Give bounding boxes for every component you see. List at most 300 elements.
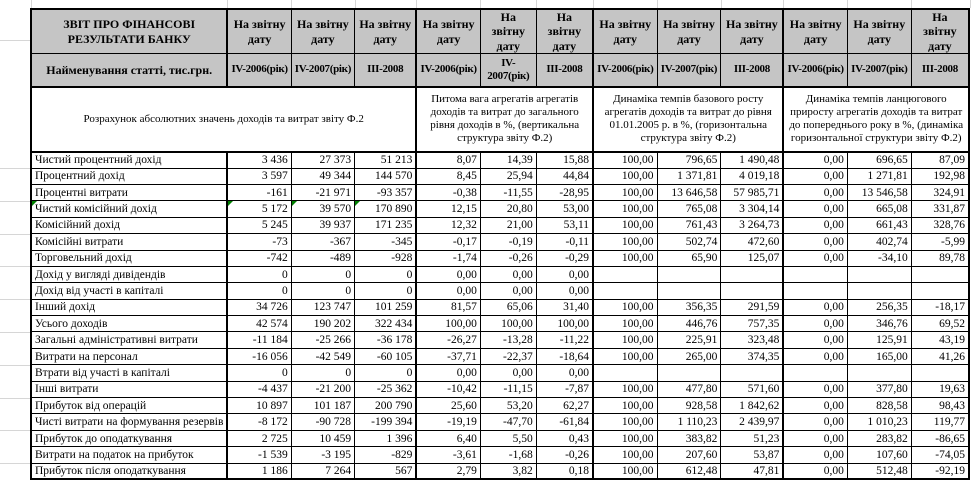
value-cell[interactable]: 283,82 [847, 430, 911, 446]
value-cell[interactable]: 100,00 [593, 234, 657, 250]
period-header-cell[interactable]: III-2008 [355, 54, 417, 87]
value-cell[interactable]: 171 235 [355, 217, 417, 233]
value-cell[interactable]: 0,18 [536, 463, 593, 479]
value-cell[interactable]: 3 436 [227, 152, 291, 168]
value-cell[interactable]: 1 010,23 [847, 414, 911, 430]
value-cell[interactable]: -16 056 [227, 348, 291, 364]
value-cell[interactable]: 502,74 [657, 234, 721, 250]
value-cell[interactable]: 101 259 [355, 299, 417, 315]
date-header-cell[interactable]: На звітну дату [227, 9, 291, 54]
value-cell[interactable]: 39 570 [291, 201, 354, 217]
name-header-cell[interactable]: Найменування статті, тис.грн. [31, 54, 227, 87]
value-cell[interactable]: 3 304,14 [721, 201, 784, 217]
value-cell[interactable] [593, 365, 657, 381]
value-cell[interactable]: 665,08 [847, 201, 911, 217]
value-cell[interactable]: 125,07 [721, 250, 784, 266]
value-cell[interactable]: -28,95 [536, 184, 593, 200]
value-cell[interactable]: 2 725 [227, 430, 291, 446]
value-cell[interactable]: -829 [355, 447, 417, 463]
value-cell[interactable]: 6,40 [416, 430, 480, 446]
value-cell[interactable]: -0,26 [480, 250, 536, 266]
value-cell[interactable]: 2 439,97 [721, 414, 784, 430]
row-label-cell[interactable]: Усього доходів [31, 316, 227, 332]
value-cell[interactable]: 100,00 [593, 332, 657, 348]
date-header-cell[interactable]: На звітну дату [783, 9, 847, 54]
value-cell[interactable]: 125,91 [847, 332, 911, 348]
value-cell[interactable]: 43,19 [911, 332, 969, 348]
row-label-cell[interactable]: Дохід у вигляді дивідендів [31, 266, 227, 282]
value-cell[interactable] [721, 266, 784, 282]
value-cell[interactable]: -26,27 [416, 332, 480, 348]
value-cell[interactable]: 571,60 [721, 381, 784, 397]
value-cell[interactable]: 5,50 [480, 430, 536, 446]
value-cell[interactable]: 39 937 [291, 217, 354, 233]
table-row [31, 414, 969, 430]
value-cell[interactable]: 512,48 [847, 463, 911, 479]
row-label-cell[interactable]: Комісійний дохід [31, 217, 227, 233]
value-cell[interactable]: -367 [291, 234, 354, 250]
value-cell[interactable]: 324,91 [911, 184, 969, 200]
value-cell[interactable]: 567 [355, 463, 417, 479]
value-cell[interactable]: -90 728 [291, 414, 354, 430]
value-cell[interactable]: 20,80 [480, 201, 536, 217]
value-cell[interactable]: 446,76 [657, 316, 721, 332]
value-cell[interactable]: 761,43 [657, 217, 721, 233]
value-cell[interactable]: -742 [227, 250, 291, 266]
value-cell[interactable]: 374,35 [721, 348, 784, 364]
value-cell[interactable]: -74,05 [911, 447, 969, 463]
value-cell[interactable]: 0,00 [536, 365, 593, 381]
value-cell[interactable]: 62,27 [536, 398, 593, 414]
value-cell[interactable]: 1 110,23 [657, 414, 721, 430]
value-cell[interactable]: 100,00 [416, 316, 480, 332]
value-cell[interactable]: 100,00 [536, 316, 593, 332]
value-cell[interactable]: 0,43 [536, 430, 593, 446]
value-cell[interactable]: 1 186 [227, 463, 291, 479]
row-label-cell[interactable]: Прибуток від операцій [31, 398, 227, 414]
period-header-cell[interactable]: IV-2007(рік) [480, 54, 536, 87]
gridline [0, 430, 30, 431]
value-cell[interactable]: 0 [227, 283, 291, 299]
date-header-cell[interactable]: На звітну дату [593, 9, 657, 54]
value-cell[interactable]: 119,77 [911, 414, 969, 430]
value-cell[interactable]: 100,00 [593, 201, 657, 217]
table-row [31, 217, 969, 233]
value-cell[interactable]: -11,55 [480, 184, 536, 200]
value-cell[interactable] [911, 365, 969, 381]
row-label-cell[interactable]: Комісійні витрати [31, 234, 227, 250]
value-cell[interactable]: 15,88 [536, 152, 593, 168]
value-cell[interactable]: -0,26 [536, 447, 593, 463]
value-cell[interactable] [783, 365, 847, 381]
value-cell[interactable]: 477,80 [657, 381, 721, 397]
value-cell[interactable]: 265,00 [657, 348, 721, 364]
value-cell[interactable]: 2,79 [416, 463, 480, 479]
value-cell[interactable]: 757,35 [721, 316, 784, 332]
value-cell[interactable]: 1 271,81 [847, 168, 911, 184]
date-header-cell[interactable]: На звітну дату [291, 9, 354, 54]
value-cell[interactable]: 13 646,58 [657, 184, 721, 200]
row-label-cell[interactable]: Інший дохід [31, 299, 227, 315]
row-label-cell[interactable]: Витрати на персонал [31, 348, 227, 364]
date-header-cell[interactable]: На звітну дату [536, 9, 593, 54]
value-cell[interactable]: 100,00 [593, 463, 657, 479]
value-cell[interactable]: 3 264,73 [721, 217, 784, 233]
value-cell[interactable] [657, 266, 721, 282]
value-cell[interactable]: 8,07 [416, 152, 480, 168]
row-label-cell[interactable]: Дохід від участі в капіталі [31, 283, 227, 299]
value-cell[interactable]: 1 842,62 [721, 398, 784, 414]
value-cell[interactable]: 0,00 [536, 283, 593, 299]
value-cell[interactable] [911, 266, 969, 282]
value-cell[interactable]: 51,23 [721, 430, 784, 446]
value-cell[interactable]: 0 [355, 365, 417, 381]
period-header-cell[interactable]: IV-2006(рік) [593, 54, 657, 87]
value-cell[interactable]: -928 [355, 250, 417, 266]
value-cell[interactable]: 0,00 [783, 299, 847, 315]
value-cell[interactable]: -37,71 [416, 348, 480, 364]
value-cell[interactable] [911, 283, 969, 299]
value-cell[interactable] [593, 266, 657, 282]
value-cell[interactable]: -3 195 [291, 447, 354, 463]
gridline [0, 463, 30, 464]
value-cell[interactable]: 1 490,48 [721, 152, 784, 168]
value-cell[interactable]: 107,60 [847, 447, 911, 463]
value-cell[interactable]: 7 264 [291, 463, 354, 479]
period-header-cell[interactable]: III-2008 [721, 54, 784, 87]
value-cell[interactable]: 27 373 [291, 152, 354, 168]
value-cell[interactable]: 100,00 [593, 430, 657, 446]
value-cell[interactable] [847, 365, 911, 381]
value-cell[interactable]: 13 546,58 [847, 184, 911, 200]
date-header-cell[interactable]: На звітну дату [847, 9, 911, 54]
table-row [31, 381, 969, 397]
value-cell[interactable]: 0,00 [783, 398, 847, 414]
value-cell[interactable]: 0,00 [783, 184, 847, 200]
value-cell[interactable]: 0,00 [783, 430, 847, 446]
value-cell[interactable]: -0,19 [480, 234, 536, 250]
value-cell[interactable]: 828,58 [847, 398, 911, 414]
value-cell[interactable]: 323,48 [721, 332, 784, 348]
value-cell[interactable]: 100,00 [593, 217, 657, 233]
value-cell[interactable]: 0,00 [783, 168, 847, 184]
value-cell[interactable]: -11,15 [480, 381, 536, 397]
value-cell[interactable]: -5,99 [911, 234, 969, 250]
gridline [783, 0, 784, 8]
value-cell[interactable]: 0,00 [416, 365, 480, 381]
value-cell[interactable]: 123 747 [291, 299, 354, 315]
value-cell[interactable]: -60 105 [355, 348, 417, 364]
value-cell[interactable]: 661,43 [847, 217, 911, 233]
value-cell[interactable]: 14,39 [480, 152, 536, 168]
value-cell[interactable]: 256,35 [847, 299, 911, 315]
value-cell[interactable]: 53,00 [536, 201, 593, 217]
value-cell[interactable]: -11 184 [227, 332, 291, 348]
row-label-cell[interactable]: Витрати на податок на прибуток [31, 447, 227, 463]
date-header-cell[interactable]: На звітну дату [480, 9, 536, 54]
value-cell[interactable]: 100,00 [593, 250, 657, 266]
value-cell[interactable] [721, 283, 784, 299]
value-cell[interactable] [657, 365, 721, 381]
value-cell[interactable]: 100,00 [593, 414, 657, 430]
value-cell[interactable]: 796,65 [657, 152, 721, 168]
value-cell[interactable]: 0,00 [783, 316, 847, 332]
value-cell[interactable]: 81,57 [416, 299, 480, 315]
value-cell[interactable]: -21 971 [291, 184, 354, 200]
value-cell[interactable] [783, 266, 847, 282]
value-cell[interactable]: -25 362 [355, 381, 417, 397]
value-cell[interactable]: 0,00 [783, 217, 847, 233]
value-cell[interactable]: 0,00 [783, 234, 847, 250]
row-label-cell[interactable]: Торговельний дохід [31, 250, 227, 266]
value-cell[interactable]: 0,00 [783, 348, 847, 364]
period-header-cell[interactable]: IV-2006(рік) [416, 54, 480, 87]
value-cell[interactable]: 765,08 [657, 201, 721, 217]
value-cell[interactable]: 291,59 [721, 299, 784, 315]
value-cell[interactable]: 0 [355, 283, 417, 299]
value-cell[interactable]: -18,64 [536, 348, 593, 364]
value-cell[interactable]: -13,28 [480, 332, 536, 348]
value-cell[interactable]: -34,10 [847, 250, 911, 266]
value-cell[interactable]: 101 187 [291, 398, 354, 414]
value-cell[interactable]: 8,45 [416, 168, 480, 184]
value-cell[interactable]: 1 396 [355, 430, 417, 446]
row-label-cell[interactable]: Прибуток після оподаткування [31, 463, 227, 479]
value-cell[interactable]: -8 172 [227, 414, 291, 430]
value-cell[interactable]: 225,91 [657, 332, 721, 348]
table-row [31, 234, 969, 250]
value-cell[interactable]: -93 357 [355, 184, 417, 200]
value-cell[interactable]: 89,78 [911, 250, 969, 266]
value-cell[interactable]: 10 897 [227, 398, 291, 414]
period-header-cell[interactable]: IV-2006(рік) [783, 54, 847, 87]
value-cell[interactable]: 0 [355, 266, 417, 282]
date-header-cell[interactable]: На звітну дату [911, 9, 969, 54]
row-label-cell[interactable]: Інші витрати [31, 381, 227, 397]
value-cell[interactable]: 49 344 [291, 168, 354, 184]
value-cell[interactable]: 170 890 [355, 201, 417, 217]
value-cell[interactable]: 100,00 [593, 398, 657, 414]
period-header-cell[interactable]: IV-2007(рік) [291, 54, 354, 87]
value-cell[interactable]: -92,19 [911, 463, 969, 479]
gridline [0, 266, 30, 267]
value-cell[interactable]: 0,00 [783, 463, 847, 479]
section-description-cell[interactable]: Питома вага агрегатів агрегатів доходів та витрат до загального рівня доходів в %, (вертикальна структура звіту Ф.2) [416, 87, 593, 152]
value-cell[interactable]: -0,38 [416, 184, 480, 200]
value-cell[interactable]: 34 726 [227, 299, 291, 315]
value-cell[interactable]: -489 [291, 250, 354, 266]
value-cell[interactable]: -7,87 [536, 381, 593, 397]
value-cell[interactable]: 0 [291, 365, 354, 381]
value-cell[interactable]: 0,00 [416, 283, 480, 299]
value-cell[interactable]: 100,00 [593, 184, 657, 200]
value-cell[interactable]: 0,00 [783, 201, 847, 217]
value-cell[interactable]: 331,87 [911, 201, 969, 217]
row-label-cell[interactable]: Чистий процентний дохід [31, 152, 227, 168]
value-cell[interactable]: 0,00 [480, 283, 536, 299]
row-label-cell[interactable]: Чистий комісійний дохід [31, 201, 227, 217]
value-cell[interactable]: 100,00 [593, 447, 657, 463]
value-cell[interactable]: -161 [227, 184, 291, 200]
value-cell[interactable]: 51 213 [355, 152, 417, 168]
value-cell[interactable]: 328,76 [911, 217, 969, 233]
value-cell[interactable]: 0,00 [416, 266, 480, 282]
value-cell[interactable]: 402,74 [847, 234, 911, 250]
value-cell[interactable]: 207,60 [657, 447, 721, 463]
value-cell[interactable]: 928,58 [657, 398, 721, 414]
value-cell[interactable]: 200 790 [355, 398, 417, 414]
value-cell[interactable]: 192,98 [911, 168, 969, 184]
value-cell[interactable]: -42 549 [291, 348, 354, 364]
value-cell[interactable]: 10 459 [291, 430, 354, 446]
value-cell[interactable]: 3 597 [227, 168, 291, 184]
value-cell[interactable]: -11,22 [536, 332, 593, 348]
value-cell[interactable]: 25,60 [416, 398, 480, 414]
value-cell[interactable]: -36 178 [355, 332, 417, 348]
value-cell[interactable]: -1,74 [416, 250, 480, 266]
value-cell[interactable]: 0,00 [783, 152, 847, 168]
value-cell[interactable]: 377,80 [847, 381, 911, 397]
value-cell[interactable]: -1,68 [480, 447, 536, 463]
value-cell[interactable]: 100,00 [593, 168, 657, 184]
period-header-cell[interactable]: IV-2007(рік) [847, 54, 911, 87]
value-cell[interactable]: 25,94 [480, 168, 536, 184]
value-cell[interactable]: 144 570 [355, 168, 417, 184]
period-header-cell[interactable]: IV-2007(рік) [657, 54, 721, 87]
value-cell[interactable]: -0,11 [536, 234, 593, 250]
value-cell[interactable]: 42 574 [227, 316, 291, 332]
date-header-cell[interactable]: На звітну дату [657, 9, 721, 54]
value-cell[interactable]: 0,00 [783, 250, 847, 266]
value-cell[interactable]: 5 172 [227, 201, 291, 217]
value-cell[interactable]: 65,90 [657, 250, 721, 266]
value-cell[interactable]: -22,37 [480, 348, 536, 364]
value-cell[interactable]: 57 985,71 [721, 184, 784, 200]
value-cell[interactable]: 100,00 [593, 348, 657, 364]
value-cell[interactable]: -0,29 [536, 250, 593, 266]
value-cell[interactable]: -21 200 [291, 381, 354, 397]
value-cell[interactable]: -3,61 [416, 447, 480, 463]
value-cell[interactable]: 12,32 [416, 217, 480, 233]
value-cell[interactable] [847, 266, 911, 282]
section-description-cell[interactable]: Динаміка темпів базового росту агрегатів доходів та витрат до рівня 01.01.2005 р. в %, (горизонтальна структура звіту Ф.2) [593, 87, 783, 152]
value-cell[interactable]: 4 019,18 [721, 168, 784, 184]
value-cell[interactable]: -345 [355, 234, 417, 250]
value-cell[interactable] [783, 283, 847, 299]
value-cell[interactable]: 21,00 [480, 217, 536, 233]
value-cell[interactable]: -47,70 [480, 414, 536, 430]
value-cell[interactable]: 87,09 [911, 152, 969, 168]
value-cell[interactable]: 0,00 [783, 447, 847, 463]
value-cell[interactable]: 190 202 [291, 316, 354, 332]
table-row [31, 463, 969, 479]
value-cell[interactable]: 0,00 [480, 266, 536, 282]
value-cell[interactable]: 69,52 [911, 316, 969, 332]
value-cell[interactable]: -0,17 [416, 234, 480, 250]
value-cell[interactable]: -86,65 [911, 430, 969, 446]
value-cell[interactable]: 383,82 [657, 430, 721, 446]
row-label-cell[interactable]: Процентний дохід [31, 168, 227, 184]
value-cell[interactable]: 65,06 [480, 299, 536, 315]
value-cell[interactable]: -25 266 [291, 332, 354, 348]
row-label-cell[interactable]: Прибуток до оподаткування [31, 430, 227, 446]
period-header-cell[interactable]: IV-2006(рік) [227, 54, 291, 87]
value-cell[interactable]: 696,65 [847, 152, 911, 168]
section-description-cell[interactable]: Динаміка темпів ланцюгового приросту агрегатів доходів та витрат до попереднього року в %, (динаміка горизонтальної структури звіту Ф.2) [783, 87, 969, 152]
value-cell[interactable]: -61,84 [536, 414, 593, 430]
value-cell[interactable]: 100,00 [593, 152, 657, 168]
value-cell[interactable]: 0,00 [536, 266, 593, 282]
value-cell[interactable] [593, 283, 657, 299]
value-cell[interactable]: 53,11 [536, 217, 593, 233]
value-cell[interactable]: 472,60 [721, 234, 784, 250]
row-label-cell[interactable]: Загальні адміністративні витрати [31, 332, 227, 348]
value-cell[interactable]: 612,48 [657, 463, 721, 479]
value-cell[interactable]: -4 437 [227, 381, 291, 397]
value-cell[interactable]: 100,00 [480, 316, 536, 332]
value-cell[interactable]: 53,20 [480, 398, 536, 414]
value-cell[interactable]: 12,15 [416, 201, 480, 217]
value-cell[interactable]: 0,00 [783, 381, 847, 397]
row-label-cell[interactable]: Процентні витрати [31, 184, 227, 200]
value-cell[interactable]: 346,76 [847, 316, 911, 332]
value-cell[interactable]: -73 [227, 234, 291, 250]
value-cell[interactable]: 98,43 [911, 398, 969, 414]
date-header-cell[interactable]: На звітну дату [416, 9, 480, 54]
value-cell[interactable]: -10,42 [416, 381, 480, 397]
value-cell[interactable]: 0,00 [480, 365, 536, 381]
date-header-cell[interactable]: На звітну дату [721, 9, 784, 54]
value-cell[interactable]: 3,82 [480, 463, 536, 479]
value-cell[interactable]: -199 394 [355, 414, 417, 430]
value-cell[interactable]: 100,00 [593, 299, 657, 315]
value-cell[interactable]: 44,84 [536, 168, 593, 184]
row-label-cell[interactable]: Чисті витрати на формування резервів [31, 414, 227, 430]
value-cell[interactable]: 0 [227, 365, 291, 381]
value-cell[interactable]: 5 245 [227, 217, 291, 233]
value-cell[interactable]: 19,63 [911, 381, 969, 397]
value-cell[interactable]: 47,81 [721, 463, 784, 479]
value-cell[interactable]: -19,19 [416, 414, 480, 430]
date-header-cell[interactable]: На звітну дату [355, 9, 417, 54]
value-cell[interactable]: -18,17 [911, 299, 969, 315]
value-cell[interactable]: 41,26 [911, 348, 969, 364]
value-cell[interactable]: 0,00 [783, 332, 847, 348]
value-cell[interactable] [847, 283, 911, 299]
row-label-cell[interactable]: Втрати від участі в капіталі [31, 365, 227, 381]
value-cell[interactable] [721, 365, 784, 381]
value-cell[interactable]: 100,00 [593, 316, 657, 332]
value-cell[interactable]: 322 434 [355, 316, 417, 332]
value-cell[interactable]: 53,87 [721, 447, 784, 463]
report-title-cell[interactable]: ЗВІТ ПРО ФІНАНСОВІ РЕЗУЛЬТАТИ БАНКУ [31, 9, 227, 54]
period-header-cell[interactable]: III-2008 [911, 54, 969, 87]
period-header-cell[interactable]: III-2008 [536, 54, 593, 87]
gridline [355, 0, 356, 8]
value-cell[interactable] [657, 283, 721, 299]
value-cell[interactable]: 356,35 [657, 299, 721, 315]
value-cell[interactable]: 1 371,81 [657, 168, 721, 184]
section-description-cell[interactable]: Розрахунок абсолютних значень доходів та витрат звіту Ф.2 [31, 87, 416, 152]
value-cell[interactable]: 0,00 [783, 414, 847, 430]
value-cell[interactable]: 165,00 [847, 348, 911, 364]
value-cell[interactable]: 100,00 [593, 381, 657, 397]
value-cell[interactable]: 31,40 [536, 299, 593, 315]
value-cell[interactable]: 0 [291, 266, 354, 282]
value-cell[interactable]: -1 539 [227, 447, 291, 463]
value-cell[interactable]: 0 [291, 283, 354, 299]
value-cell[interactable]: 0 [227, 266, 291, 282]
